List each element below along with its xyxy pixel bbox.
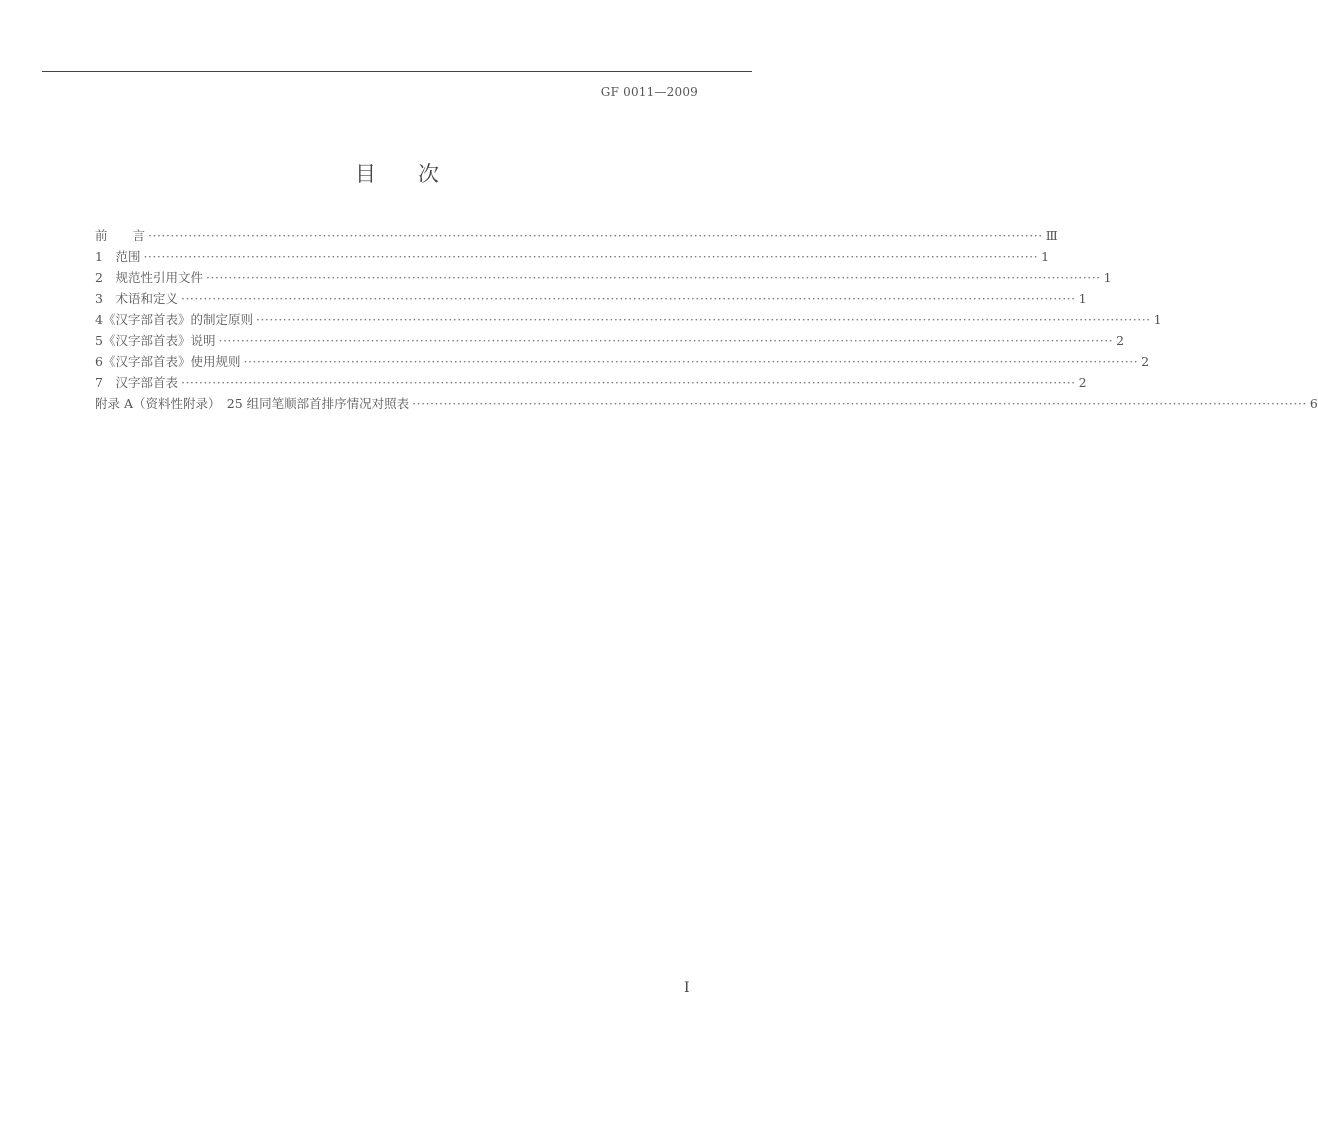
toc-entry-label: 附录 A（资料性附录） 25 组同笔顺部首排序情况对照表 [95, 396, 410, 411]
toc-entry-label: 4《汉字部首表》的制定原则 [95, 312, 253, 327]
toc-entry[interactable] [95, 246, 1050, 267]
toc-entry-page: 1 [1078, 291, 1087, 306]
header-rule [42, 71, 752, 72]
toc-entry[interactable] [95, 393, 1318, 414]
toc-title [0, 158, 794, 188]
toc-leader-dots: ········································································································································································································ [205, 270, 1101, 285]
toc-leader-dots: ········································································································································································································ [255, 312, 1151, 327]
toc-entry[interactable] [95, 288, 1087, 309]
page-number: I [684, 980, 690, 996]
toc-entry-label: 5《汉字部首表》说明 [95, 333, 216, 348]
toc-entry-page: 2 [1116, 333, 1125, 348]
toc-entry-label: 6《汉字部首表》使用规则 [95, 354, 241, 369]
toc-entry-label: 前 言 [95, 228, 146, 243]
document-code: GF 0011—2009 [600, 85, 698, 99]
toc-leader-dots: ········································································································································································································ [218, 333, 1114, 348]
toc-entry-page: 1 [1041, 249, 1050, 264]
toc-leader-dots: ········································································································································································································ [180, 291, 1076, 306]
toc-entry[interactable] [95, 330, 1125, 351]
toc-entry[interactable] [95, 351, 1150, 372]
toc-entry-label: 1 范围 [95, 249, 141, 264]
toc-entry[interactable] [95, 267, 1112, 288]
toc-entry-page: 2 [1141, 354, 1150, 369]
toc-entry-page: 1 [1153, 312, 1162, 327]
toc-leader-dots: ········································································································································································································ [180, 375, 1076, 390]
toc-title-char-1: 目 [355, 162, 376, 186]
toc-leader-dots: ········································································································································································································ [412, 396, 1307, 411]
toc-entry-page: 1 [1103, 270, 1112, 285]
toc-title-char-2: 次 [418, 162, 439, 186]
toc-entry[interactable] [95, 309, 1162, 330]
toc-entry-page: 6 [1309, 396, 1318, 411]
toc-entry-label: 3 术语和定义 [95, 291, 178, 306]
toc-entry[interactable] [95, 372, 1087, 393]
toc-entry-label: 7 汉字部首表 [95, 375, 178, 390]
toc-leader-dots: ········································································································································································································ [243, 354, 1139, 369]
toc-leader-dots: ········································································································································································································ [143, 249, 1039, 264]
toc-entry-page: Ⅲ [1045, 228, 1058, 243]
toc-entry[interactable] [95, 225, 1058, 246]
table-of-contents [95, 225, 1318, 414]
toc-entry-page: 2 [1078, 375, 1087, 390]
toc-entry-label: 2 规范性引用文件 [95, 270, 203, 285]
toc-leader-dots: ········································································································································································································ [148, 228, 1043, 243]
